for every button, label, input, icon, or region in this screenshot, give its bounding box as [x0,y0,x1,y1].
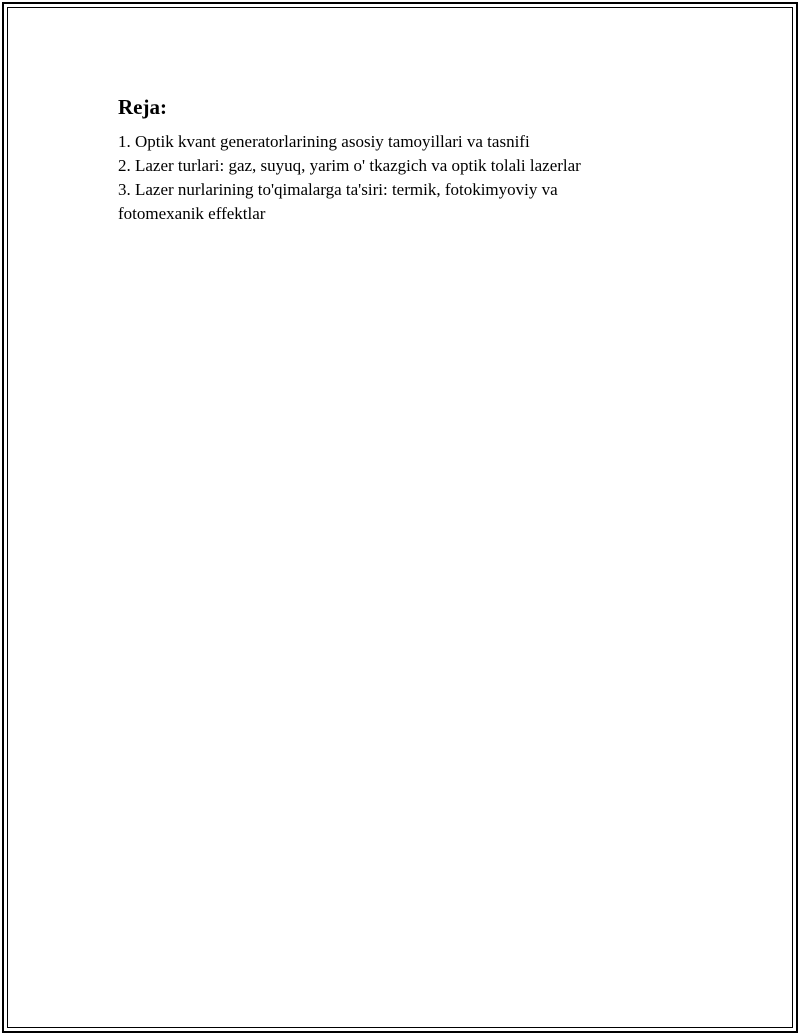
plan-item-3: 3. Lazer nurlarining to'qimalarga ta'siri: termik, fotokimyoviy va fotomexanik effektlar [118,180,558,223]
plan-item-2: 2. Lazer turlari: gaz, suyuq, yarim o' tkazgich va optik tolali lazerlar [118,156,581,175]
plan-list [118,130,638,226]
document-content [118,93,638,226]
plan-item-1: 1. Optik kvant generatorlarining asosiy tamoyillari va tasnifi [118,132,530,151]
plan-heading: Reja: [118,95,167,119]
